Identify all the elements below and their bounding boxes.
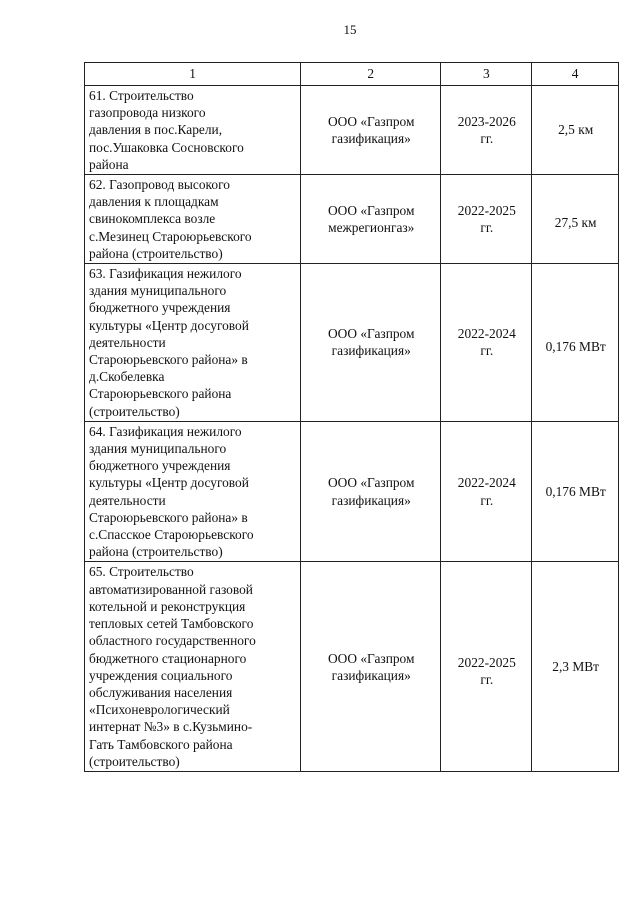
period-cell — [441, 175, 532, 264]
table-header-row — [85, 63, 619, 86]
table-row — [85, 86, 619, 175]
period-cell — [441, 264, 532, 422]
period: 2023-2026 гг. — [457, 113, 516, 146]
column-header-4: 4 — [532, 63, 619, 86]
capacity-cell — [532, 264, 619, 422]
capacity-cell — [532, 86, 619, 175]
capacity: 0,176 МВт — [545, 484, 606, 500]
column-header-1: 1 — [85, 63, 301, 86]
organization-cell — [301, 264, 441, 422]
project-name-cell — [85, 421, 301, 562]
period: 2022-2024 гг. — [457, 475, 516, 508]
period: 2022-2025 гг. — [457, 202, 516, 236]
organization-cell — [301, 175, 441, 264]
capacity: 27,5 км — [554, 215, 597, 231]
projects-table — [84, 62, 619, 772]
organization: ООО «Газпром газификация» — [328, 326, 415, 359]
capacity-cell — [532, 562, 619, 771]
organization: ООО «Газпром газификация» — [328, 475, 415, 508]
project-name: 61. Строительство газопровода низкого давления в пос.Карели, пос.Ушаковка Сосновского района — [89, 88, 244, 172]
capacity: 2,3 МВт — [552, 659, 600, 675]
organization-cell — [301, 421, 441, 562]
table-row — [85, 264, 619, 422]
organization: ООО «Газпром газификация» — [328, 650, 415, 683]
table-row — [85, 175, 619, 264]
period-cell — [441, 562, 532, 771]
organization: ООО «Газпром газификация» — [328, 113, 415, 146]
page-number: 15 — [343, 22, 357, 37]
table-row — [85, 562, 619, 771]
organization-cell — [301, 562, 441, 771]
period: 2022-2024 гг. — [457, 326, 516, 359]
project-name-cell — [85, 562, 301, 771]
project-name-cell — [85, 264, 301, 422]
capacity-cell — [532, 175, 619, 264]
project-name: 62. Газопровод высокого давления к площадкам свинокомплекса возле с.Мезинец Староюрьевского района (строительство) — [89, 177, 252, 261]
column-header-3: 3 — [441, 63, 532, 86]
column-header-2: 2 — [301, 63, 441, 86]
project-name: 64. Газификация нежилого здания муниципального бюджетного учреждения культуры «Центр досуговой деятельности Староюрьевского района» в с.Спасское Староюрьевского района (строительство) — [89, 423, 254, 560]
project-name-cell — [85, 86, 301, 175]
period-cell — [441, 421, 532, 562]
period-cell — [441, 86, 532, 175]
project-name: 65. Строительство автоматизированной газовой котельной и реконструкция тепловых сетей Тамбовского областного государственного бюджетного стационарного учреждения социального обслуживания населения «Психоневрологический интернат №3» в с.Кузьмино- Гать Тамбовского района (строительство) — [89, 564, 256, 769]
capacity-cell — [532, 421, 619, 562]
period: 2022-2025 гг. — [457, 654, 516, 687]
project-name-cell — [85, 175, 301, 264]
project-name: 63. Газификация нежилого здания муниципального бюджетного учреждения культуры «Центр досуговой деятельности Староюрьевского района» в д.Скобелевка Староюрьевского района (строительство) — [89, 266, 249, 419]
organization: ООО «Газпром межрегионгаз» — [328, 202, 415, 236]
capacity: 2,5 км — [558, 122, 594, 138]
table-row — [85, 421, 619, 562]
organization-cell — [301, 86, 441, 175]
capacity: 0,176 МВт — [545, 338, 606, 354]
